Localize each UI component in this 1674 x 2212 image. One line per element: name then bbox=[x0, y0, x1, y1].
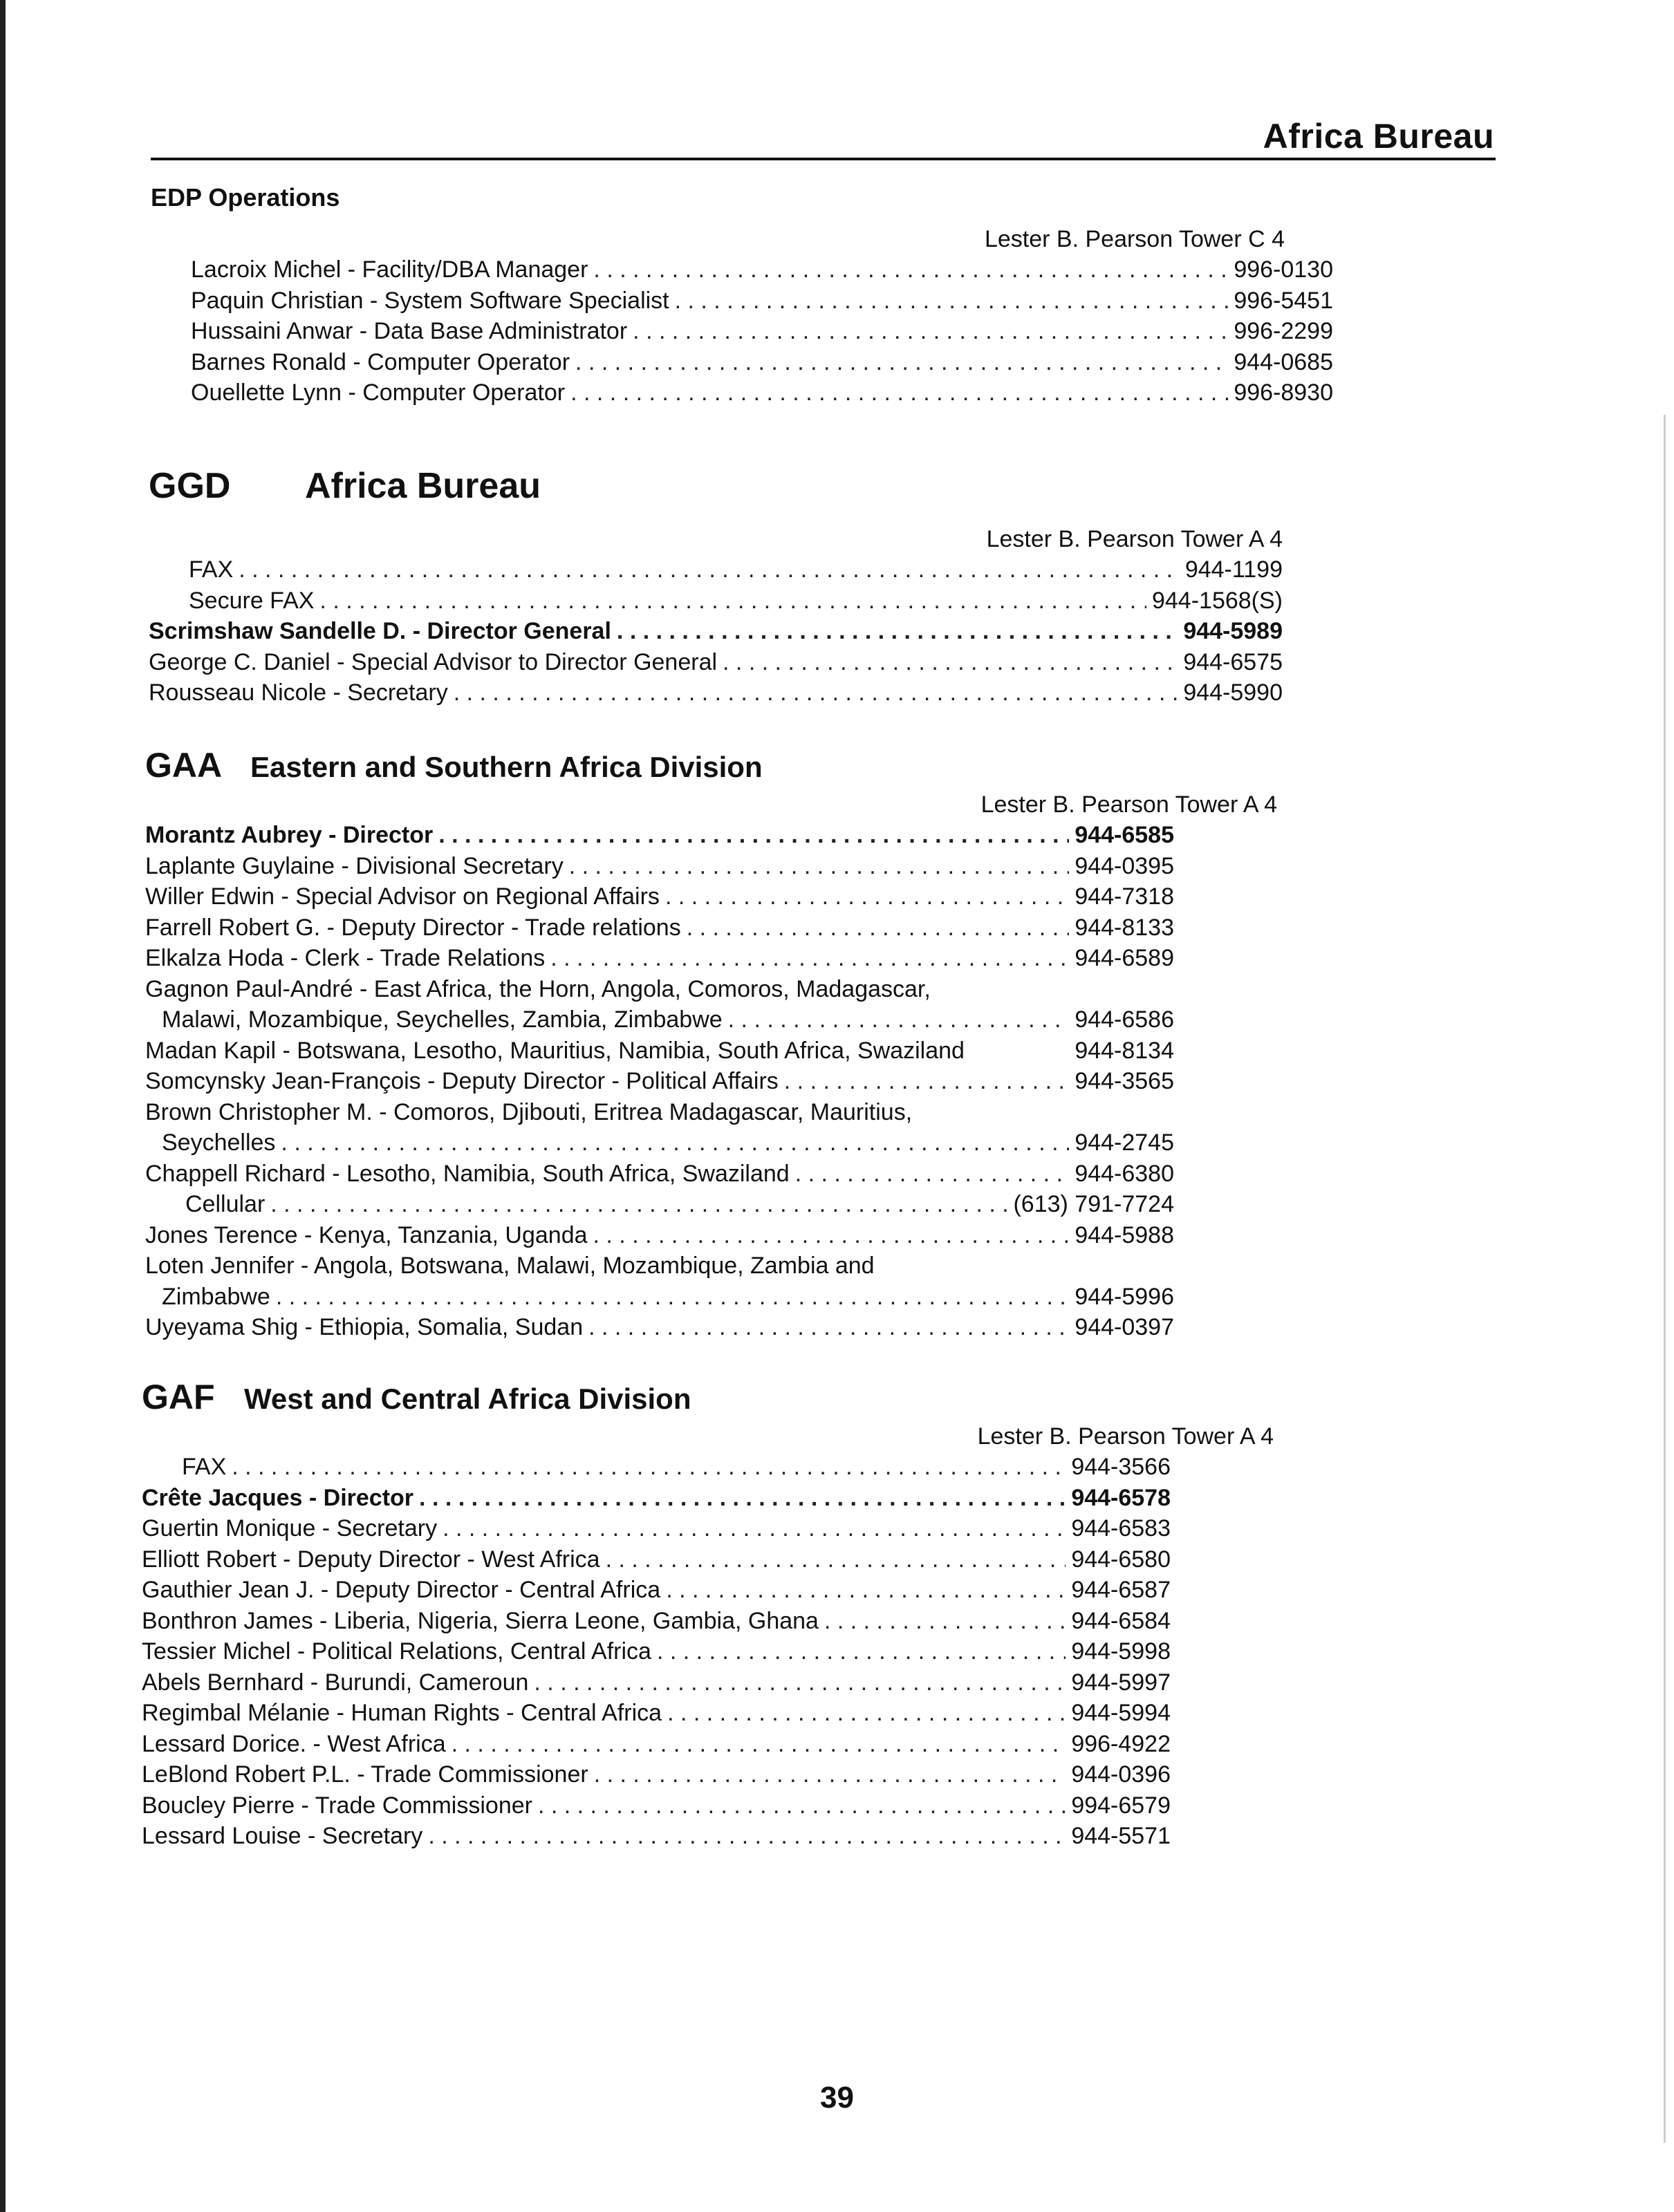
directory-entry bbox=[191, 254, 1333, 285]
dot-leader bbox=[593, 254, 1228, 285]
section-name: EDP Operations bbox=[151, 183, 340, 212]
directory-entry bbox=[145, 1035, 1174, 1067]
dot-leader bbox=[723, 647, 1178, 678]
entry-name: Elkalza Hoda - Clerk - Trade Relations bbox=[145, 945, 546, 971]
dot-leader bbox=[594, 1759, 1066, 1790]
dot-leader bbox=[438, 820, 1069, 851]
entry-phone: 944-0685 bbox=[1234, 348, 1333, 375]
entry-name: Hussaini Anwar - Data Base Administrator bbox=[191, 318, 628, 344]
entry-phone: 944-5998 bbox=[1071, 1638, 1171, 1665]
dot-leader bbox=[239, 554, 1180, 585]
entry-phone: 996-2299 bbox=[1234, 318, 1333, 344]
section-name: West and Central Africa Division bbox=[244, 1382, 691, 1415]
directory-entry bbox=[149, 616, 1283, 647]
directory-entry bbox=[149, 554, 1283, 585]
entry-phone: 944-6589 bbox=[1075, 945, 1174, 971]
entry-name: Elliott Robert - Deputy Director - West Africa bbox=[142, 1546, 600, 1573]
entry-phone: 944-6580 bbox=[1071, 1546, 1171, 1573]
entry-phone: 944-6585 bbox=[1075, 822, 1174, 848]
directory-entry bbox=[142, 1667, 1171, 1698]
section-title bbox=[151, 181, 1285, 214]
entry-phone: 996-5451 bbox=[1234, 287, 1333, 314]
entry-phone: 944-8133 bbox=[1075, 914, 1174, 941]
entry-name: Jones Terence - Kenya, Tanzania, Uganda bbox=[145, 1221, 588, 1248]
entry-name: Gauthier Jean J. - Deputy Director - Central Africa bbox=[142, 1577, 661, 1603]
directory-entry bbox=[191, 316, 1333, 347]
dot-leader bbox=[550, 943, 1069, 974]
dot-leader bbox=[588, 1312, 1069, 1343]
directory-entry bbox=[145, 820, 1174, 851]
entry-phone: 944-5996 bbox=[1075, 1283, 1174, 1310]
entry-name: Willer Edwin - Special Advisor on Regional Affairs bbox=[145, 883, 660, 910]
section-code: GAA bbox=[145, 746, 223, 785]
page-number: 39 bbox=[820, 2081, 854, 2115]
entry-phone: 944-6380 bbox=[1075, 1160, 1174, 1187]
dot-leader bbox=[687, 912, 1070, 944]
entry-name: Barnes Ronald - Computer Operator bbox=[191, 348, 570, 375]
directory-entry bbox=[142, 1790, 1171, 1821]
section-gaa bbox=[145, 741, 1279, 1343]
directory-entry bbox=[142, 1606, 1171, 1637]
directory-entry bbox=[142, 1483, 1171, 1514]
dot-leader bbox=[534, 1667, 1066, 1698]
entry-name: Seychelles bbox=[162, 1130, 276, 1156]
dot-leader bbox=[675, 285, 1229, 317]
entry-phone: 996-4922 bbox=[1071, 1730, 1171, 1757]
entry-name: Laplante Guylaine - Divisional Secretary bbox=[145, 852, 564, 879]
entry-name: Lacroix Michel - Facility/DBA Manager bbox=[191, 256, 588, 283]
section-title bbox=[142, 1373, 1276, 1421]
dot-leader bbox=[575, 347, 1228, 378]
entry-name: Crête Jacques - Director bbox=[142, 1484, 414, 1511]
entry-name: Paquin Christian - System Software Specialist bbox=[191, 287, 669, 314]
entry-phone: 944-6575 bbox=[1183, 648, 1283, 675]
dot-leader bbox=[419, 1483, 1066, 1514]
entry-phone: 944-7318 bbox=[1075, 883, 1174, 910]
directory-entry bbox=[142, 1575, 1171, 1606]
directory-entry bbox=[142, 1729, 1171, 1760]
directory-entry bbox=[191, 347, 1333, 378]
building-location: Lester B. Pearson Tower C 4 bbox=[984, 226, 1285, 252]
dot-leader bbox=[452, 1729, 1066, 1760]
section-ggd bbox=[149, 462, 1283, 709]
entry-phone: 944-8134 bbox=[1075, 1037, 1174, 1064]
entry-phone: 944-6584 bbox=[1071, 1607, 1171, 1634]
entry-name: Chappell Richard - Lesotho, Namibia, South Africa, Swaziland bbox=[145, 1160, 790, 1187]
directory-entry bbox=[142, 1513, 1171, 1544]
entry-name: Tessier Michel - Political Relations, Central Africa bbox=[142, 1638, 651, 1665]
entry-phone: 944-2745 bbox=[1075, 1130, 1174, 1156]
dot-leader bbox=[728, 1004, 1070, 1035]
dot-leader bbox=[232, 1452, 1066, 1483]
directory-entry bbox=[142, 1452, 1171, 1483]
section-name: Eastern and Southern Africa Division bbox=[250, 751, 763, 783]
entry-phone: 944-5571 bbox=[1071, 1823, 1171, 1849]
directory-entry bbox=[145, 1220, 1174, 1251]
dot-leader bbox=[281, 1127, 1069, 1159]
entry-phone: 996-8930 bbox=[1234, 379, 1333, 406]
directory-entry bbox=[145, 1282, 1174, 1313]
dot-leader bbox=[795, 1159, 1070, 1190]
entry-phone: 944-5988 bbox=[1075, 1221, 1174, 1248]
entry-phone: (613) 791-7724 bbox=[1013, 1191, 1174, 1217]
section-name: Africa Bureau bbox=[305, 466, 541, 506]
dot-leader bbox=[606, 1544, 1066, 1575]
entry-name: Guertin Monique - Secretary bbox=[142, 1515, 438, 1541]
directory-entry bbox=[142, 1636, 1171, 1667]
entry-name: Rousseau Nicole - Secretary bbox=[149, 679, 448, 706]
header-rule bbox=[151, 158, 1496, 160]
entry-phone: 944-5990 bbox=[1183, 679, 1283, 706]
entry-name: LeBlond Robert P.L. - Trade Commissioner bbox=[142, 1761, 588, 1788]
dot-leader bbox=[443, 1513, 1066, 1544]
entry-name-first-line: Loten Jennifer - Angola, Botswana, Malawi, Mozambique, Zambia and bbox=[145, 1253, 875, 1279]
entry-name: Boucley Pierre - Trade Commissioner bbox=[142, 1792, 532, 1819]
entry-phone: 944-6583 bbox=[1071, 1515, 1171, 1541]
entry-name: Ouellette Lynn - Computer Operator bbox=[191, 379, 566, 406]
dot-leader bbox=[784, 1066, 1070, 1097]
entry-name: Farrell Robert G. - Deputy Director - Trade relations bbox=[145, 914, 681, 941]
dot-leader bbox=[276, 1282, 1069, 1313]
dot-leader bbox=[454, 677, 1178, 709]
section-title bbox=[145, 741, 1279, 789]
section-title bbox=[149, 462, 1283, 510]
scan-edge-right bbox=[1664, 415, 1666, 2143]
section-code: GAF bbox=[142, 1378, 215, 1416]
directory-entry bbox=[145, 1189, 1174, 1220]
entry-phone: 994-6579 bbox=[1071, 1792, 1171, 1819]
dot-leader bbox=[538, 1790, 1066, 1821]
dot-leader bbox=[570, 377, 1228, 409]
entry-list bbox=[149, 554, 1283, 709]
directory-entry bbox=[191, 285, 1333, 317]
directory-entry bbox=[191, 377, 1333, 409]
entry-list bbox=[142, 1452, 1171, 1852]
entry-phone: 944-3566 bbox=[1071, 1454, 1171, 1480]
directory-entry bbox=[149, 677, 1283, 709]
entry-name: Cellular bbox=[185, 1191, 266, 1217]
entry-name: Uyeyama Shig - Ethiopia, Somalia, Sudan bbox=[145, 1314, 584, 1340]
directory-entry bbox=[145, 881, 1174, 912]
entry-phone: 944-0395 bbox=[1075, 852, 1174, 879]
scan-edge bbox=[0, 0, 6, 2212]
dot-leader bbox=[617, 616, 1178, 647]
directory-entry bbox=[145, 1127, 1174, 1159]
entry-name: Lessard Dorice. - West Africa bbox=[142, 1730, 446, 1757]
entry-name: Morantz Aubrey - Director bbox=[145, 822, 434, 848]
entry-name: Bonthron James - Liberia, Nigeria, Sierra Leone, Gambia, Ghana bbox=[142, 1607, 819, 1634]
dot-leader bbox=[667, 1698, 1066, 1729]
entry-phone: 944-6586 bbox=[1075, 1006, 1174, 1033]
entry-phone: 944-1199 bbox=[1184, 556, 1283, 583]
entry-name: George C. Daniel - Special Advisor to Director General bbox=[149, 648, 718, 675]
entry-name: Zimbabwe bbox=[162, 1283, 270, 1310]
section-edp-operations bbox=[151, 181, 1333, 409]
directory-entry bbox=[145, 1066, 1174, 1097]
entry-name: FAX bbox=[189, 556, 234, 583]
dot-leader bbox=[824, 1606, 1066, 1637]
building-location: Lester B. Pearson Tower A 4 bbox=[980, 791, 1277, 818]
dot-leader bbox=[319, 585, 1146, 617]
directory-entry bbox=[145, 943, 1174, 974]
entry-name: Madan Kapil - Botswana, Lesotho, Mauritius, Namibia, South Africa, Swaziland bbox=[145, 1037, 965, 1064]
dot-leader bbox=[270, 1189, 1007, 1220]
entry-name: FAX bbox=[182, 1454, 227, 1480]
entry-list bbox=[151, 254, 1333, 409]
entry-phone: 944-6587 bbox=[1071, 1577, 1171, 1603]
entry-list bbox=[145, 820, 1174, 1343]
entry-name-first-line: Gagnon Paul-André - East Africa, the Horn, Angola, Comoros, Madagascar, bbox=[145, 975, 931, 1002]
section-code: GGD bbox=[149, 466, 231, 506]
directory-entry bbox=[142, 1821, 1171, 1852]
dot-leader bbox=[569, 851, 1070, 882]
entry-name-first-line: Brown Christopher M. - Comoros, Djibouti, Eritrea Madagascar, Mauritius, bbox=[145, 1098, 913, 1125]
directory-entry bbox=[142, 1544, 1171, 1575]
dot-leader bbox=[633, 316, 1228, 347]
entry-name: Secure FAX bbox=[189, 587, 315, 614]
dot-leader bbox=[593, 1220, 1070, 1251]
entry-name: Lessard Louise - Secretary bbox=[142, 1823, 423, 1849]
entry-name: Scrimshaw Sandelle D. - Director General bbox=[149, 618, 611, 644]
entry-name: Regimbal Mélanie - Human Rights - Central Africa bbox=[142, 1700, 662, 1726]
entry-phone: 944-0396 bbox=[1071, 1761, 1171, 1788]
building-location: Lester B. Pearson Tower A 4 bbox=[986, 526, 1283, 552]
section-gaf bbox=[142, 1373, 1276, 1852]
dot-leader bbox=[666, 1575, 1066, 1606]
dot-leader bbox=[657, 1636, 1066, 1667]
entry-name: Malawi, Mozambique, Seychelles, Zambia, Zimbabwe bbox=[162, 1006, 723, 1033]
directory-entry bbox=[145, 1159, 1174, 1190]
entry-phone: 996-0130 bbox=[1234, 256, 1333, 283]
entry-phone: 944-1568(S) bbox=[1151, 587, 1283, 614]
directory-entry bbox=[149, 647, 1283, 678]
entry-phone: 944-0397 bbox=[1075, 1314, 1174, 1340]
entry-name: Somcynsky Jean-François - Deputy Director - Political Affairs bbox=[145, 1068, 779, 1094]
directory-entry bbox=[145, 912, 1174, 944]
directory-entry bbox=[145, 1004, 1174, 1035]
dot-leader bbox=[665, 881, 1069, 912]
entry-phone: 944-5989 bbox=[1183, 618, 1283, 644]
entry-phone: 944-5994 bbox=[1071, 1700, 1171, 1726]
building-location: Lester B. Pearson Tower A 4 bbox=[977, 1423, 1274, 1450]
directory-entry bbox=[145, 1312, 1174, 1343]
directory-entry bbox=[142, 1698, 1171, 1729]
entry-phone: 944-6578 bbox=[1071, 1484, 1171, 1511]
entry-phone: 944-5997 bbox=[1071, 1669, 1171, 1696]
page-header-title: Africa Bureau bbox=[1263, 117, 1494, 156]
directory-entry bbox=[142, 1759, 1171, 1790]
directory-entry bbox=[149, 585, 1283, 617]
entry-phone: 944-3565 bbox=[1075, 1068, 1174, 1094]
dot-leader bbox=[428, 1821, 1066, 1852]
entry-name: Abels Bernhard - Burundi, Cameroun bbox=[142, 1669, 529, 1696]
directory-entry bbox=[145, 851, 1174, 882]
